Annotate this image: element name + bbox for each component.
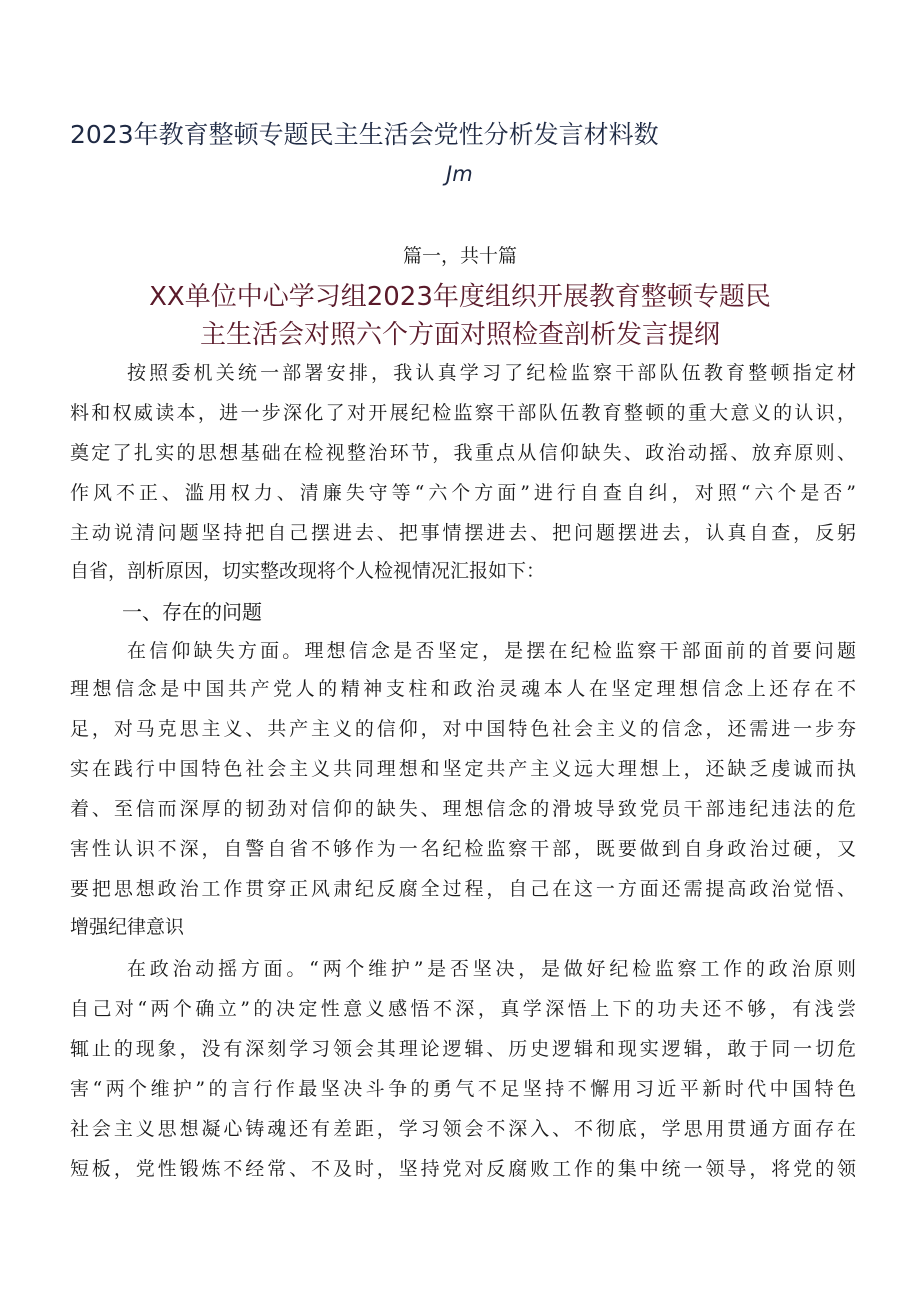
- document-title: 2023年教育整顿专题民主生活会党性分析发言材料数: [70, 120, 659, 149]
- intro-line: 作风不正、滥用权力、清廉失守等“六个方面”进行自查自纠，对照“六个是否”: [70, 482, 856, 504]
- intro-line: 主动说清问题坚持把自己摆进去、把事情摆进去、把问题摆进去，认真自查，反躬: [70, 522, 856, 544]
- paragraph-line: 足，对马克思主义、共产主义的信仰，对中国特色社会主义的信念，还需进一步夯: [70, 718, 856, 740]
- paragraph-line: 害“两个维护”的言行作最坚决斗争的勇气不足坚持不懈用习近平新时代中国特色: [70, 1078, 856, 1100]
- paragraph-line: 在政治动摇方面。“两个维护”是否坚决，是做好纪检监察工作的政治原则: [127, 958, 856, 980]
- paragraph-line: 着、至信而深厚的韧劲对信仰的缺失、理想信念的滑坡导致党员干部违纪违法的危: [70, 798, 856, 820]
- report-heading-line-1: XX单位中心学习组2023年度组织开展教育整顿专题民: [149, 282, 771, 312]
- paragraph-line: 社会主义思想凝心铸魂还有差距，学习领会不深入、不彻底，学思用贯通方面存在: [70, 1118, 856, 1140]
- paragraph-line: 在信仰缺失方面。理想信念是否坚定，是摆在纪检监察干部面前的首要问题: [127, 640, 856, 662]
- paragraph-line: 增强纪律意识: [70, 916, 185, 938]
- report-heading-line-2: 主生活会对照六个方面对照检查剖析发言提纲: [199, 320, 720, 350]
- intro-line: 料和权威读本，进一步深化了对开展纪检监察干部队伍教育整顿的重大意义的认识，: [70, 402, 856, 424]
- document-subtitle: Jm: [446, 162, 473, 186]
- intro-line: 按照委机关统一部署安排，我认真学习了纪检监察干部队伍教育整顿指定材: [127, 362, 856, 384]
- part-label: 篇一，共十篇: [402, 245, 517, 267]
- paragraph-line: 自己对“两个确立”的决定性意义感悟不深，真学深悟上下的功夫还不够，有浅尝: [70, 998, 856, 1020]
- paragraph-line: 实在践行中国特色社会主义共同理想和坚定共产主义远大理想上，还缺乏虔诚而执: [70, 758, 856, 780]
- intro-line: 奠定了扎实的思想基础在检视整治环节，我重点从信仰缺失、政治动摇、放弃原则、: [70, 442, 856, 464]
- intro-line: 自省，剖析原因，切实整改现将个人检视情况汇报如下：: [70, 560, 546, 582]
- paragraph-line: 辄止的现象，没有深刻学习领会其理论逻辑、历史逻辑和现实逻辑，敢于同一切危: [70, 1038, 856, 1060]
- section-heading-problems: 一、存在的问题: [122, 600, 262, 624]
- paragraph-line: 理想信念是中国共产党人的精神支柱和政治灵魂本人在坚定理想信念上还存在不: [70, 678, 856, 700]
- paragraph-line: 要把思想政治工作贯穿正风肃纪反腐全过程，自己在这一方面还需提高政治觉悟、: [70, 878, 856, 900]
- paragraph-line: 害性认识不深，自警自省不够作为一名纪检监察干部，既要做到自身政治过硬，又: [70, 838, 856, 860]
- paragraph-line: 短板，党性锻炼不经常、不及时，坚持党对反腐败工作的集中统一领导，将党的领: [70, 1158, 856, 1180]
